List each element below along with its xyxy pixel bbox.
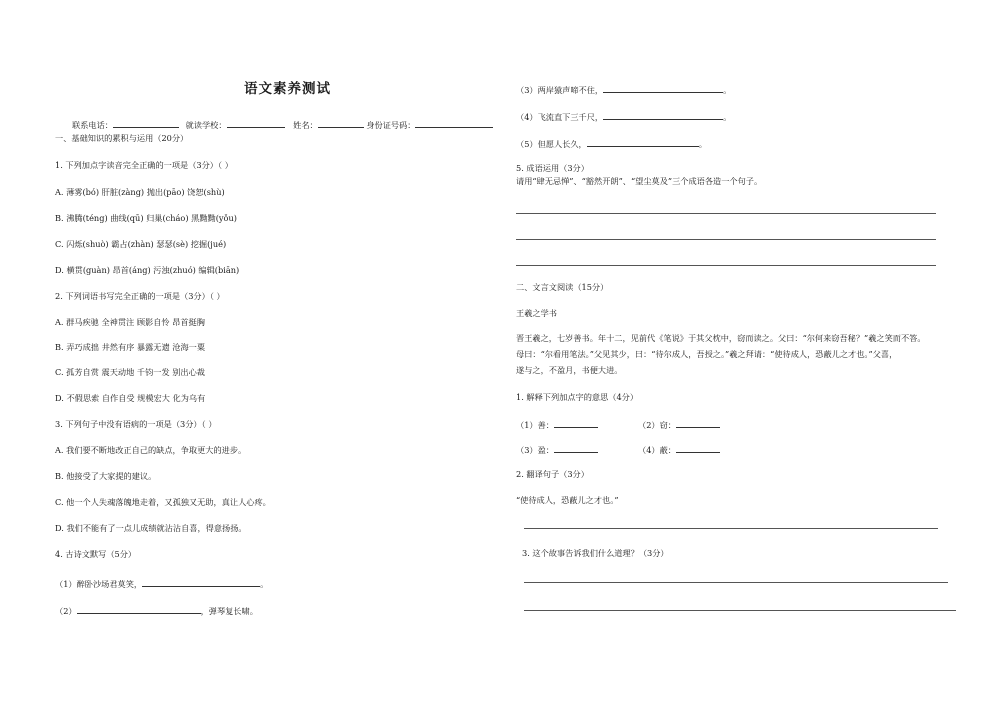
s2-q1-item-4-label: （4）蔽：: [638, 445, 676, 455]
school-label: 就读学校：: [185, 120, 227, 130]
q3-stem: 3. 下列句子中没有语病的一项是（3分）（ ）: [55, 419, 217, 429]
q4-item-2-blank[interactable]: [77, 604, 201, 614]
q4-item-4-end: 。: [723, 112, 732, 122]
passage-line-3: 遂与之，不盈月，书便大进。: [516, 365, 623, 375]
q3-option-d[interactable]: D. 我们不能有了一点儿成绩就沾沾自喜，得意扬扬。: [55, 523, 247, 533]
s2-q1-item-4-blank[interactable]: [676, 443, 720, 453]
id-blank[interactable]: [415, 118, 493, 128]
q4-item-5-label: （5）但愿人长久，: [516, 139, 587, 149]
page-title: 语文素养测试: [244, 81, 331, 97]
q4-item-1-end: 。: [260, 579, 269, 589]
q4-item-3: [516, 83, 731, 96]
s2-q3-stem: 3. 这个故事告诉我们什么道理？（3分）: [522, 548, 669, 558]
name-blank[interactable]: [318, 118, 364, 128]
s2-q2-stem: 2. 翻译句子（3分）: [516, 469, 589, 479]
s2-q3-answer-line-1[interactable]: [524, 582, 948, 583]
q4-item-5-end: 。: [698, 139, 707, 149]
q4-item-4: [516, 110, 731, 123]
q4-item-1: [55, 577, 268, 590]
phone-blank[interactable]: [113, 118, 179, 128]
q1-option-d[interactable]: D. 横贯(guàn) 昂首(áng) 污浊(zhuó) 编辑(biān): [55, 265, 240, 275]
s2-q1-item-3-label: （3）盈：: [516, 445, 554, 455]
q1-stem: 1. 下列加点字读音完全正确的一项是（3分）（ ）: [55, 160, 233, 170]
q4-item-2: [55, 604, 258, 617]
section2-heading: 二、文言文阅读（15分）: [516, 282, 609, 292]
q5-answer-line-3[interactable]: [516, 265, 936, 266]
s2-q2-sentence: “使待成人，恐蔽儿之才也。”: [516, 495, 619, 505]
q4-item-1-blank[interactable]: [142, 577, 260, 587]
q3-option-b[interactable]: B. 他接受了大家提的建议。: [55, 471, 157, 481]
passage-title: 王羲之学书: [516, 308, 557, 318]
q2-option-a[interactable]: A. 群马疾驰 全神贯注 顾影自怜 昂首挺胸: [55, 317, 205, 327]
q4-item-3-label: （3）两岸猿声啼不住，: [516, 85, 604, 95]
q4-item-2-label: （2）: [55, 606, 77, 616]
header-fields: [72, 118, 493, 131]
q4-item-4-label: （4）飞流直下三千尺，: [516, 112, 604, 122]
phone-label: 联系电话：: [72, 120, 113, 130]
s2-q2-answer-line[interactable]: [524, 528, 938, 529]
passage-line-2: 母曰：“尔看用笔法。”父见其少，曰：“待尔成人，吾授之。”羲之拜请：“使待成人，恐蔽儿之才也。”父喜，: [516, 349, 898, 359]
q2-option-b[interactable]: B. 弄巧成拙 井然有序 暴露无遗 沧海一粟: [55, 342, 206, 352]
q4-item-5-blank[interactable]: [587, 137, 699, 147]
section1-heading: 一、基础知识的累积与运用（20分）: [55, 133, 189, 143]
q4-item-3-end: 。: [723, 85, 732, 95]
s2-q1-item-4: [638, 443, 720, 456]
q2-option-d[interactable]: D. 不假思索 自作自受 规模宏大 化为乌有: [55, 393, 206, 403]
s2-q1-item-3-blank[interactable]: [554, 443, 598, 453]
s2-q1-item-3: [516, 443, 598, 456]
q4-stem: 4. 古诗文默写（5分）: [55, 549, 137, 559]
q5-answer-line-2[interactable]: [516, 239, 936, 240]
s2-q1-stem: 1. 解释下列加点字的意思（4分）: [516, 392, 639, 402]
s2-q1-item-1-label: （1）善：: [516, 420, 554, 430]
q4-item-4-blank[interactable]: [603, 110, 723, 120]
q5-answer-line-1[interactable]: [516, 213, 936, 214]
s2-q1-item-1-blank[interactable]: [554, 418, 598, 428]
q4-item-3-blank[interactable]: [603, 83, 723, 93]
school-blank[interactable]: [227, 118, 285, 128]
q1-option-c[interactable]: C. 闪烁(shuò) 霸占(zhàn) 瑟瑟(sè) 挖掘(jué): [55, 239, 227, 249]
q2-stem: 2. 下列词语书写完全正确的一项是（3分）（ ）: [55, 291, 225, 301]
passage-line-1: 晋王羲之，七岁善书。年十二，见前代《笔说》于其父枕中，窃而读之。父曰：“尔何来窃吾秘？”羲之笑而不答。: [516, 333, 926, 343]
s2-q1-item-2-blank[interactable]: [676, 418, 720, 428]
s2-q3-answer-line-2[interactable]: [524, 610, 956, 611]
s2-q1-item-2-label: （2）窃：: [638, 420, 676, 430]
s2-q1-item-2: [638, 418, 720, 431]
q4-item-2-end: ，弹琴复长啸。: [200, 606, 258, 616]
name-label: 姓名：: [293, 120, 318, 130]
q5-prompt: 请用“肆无忌惮”、“豁然开朗”、“望尘莫及”三个成语各造一个句子。: [516, 176, 763, 186]
s2-q1-item-1: [516, 418, 598, 431]
q1-option-a[interactable]: A. 薄雾(bó) 肝脏(zàng) 抛出(pāo) 饶恕(shù): [55, 187, 225, 197]
q3-option-c[interactable]: C. 他一个人失魂落魄地走着，又孤独又无助，真让人心疼。: [55, 497, 271, 507]
q4-item-1-label: （1）醉卧沙场君莫笑，: [55, 579, 143, 589]
q3-option-a[interactable]: A. 我们要不断地改正自己的缺点，争取更大的进步。: [55, 445, 247, 455]
q1-option-b[interactable]: B. 沸腾(téng) 曲线(qū) 归巢(cháo) 黑黝黝(yǒu): [55, 213, 237, 223]
q2-option-c[interactable]: C. 孤芳自赏 震天动地 千钧一发 别出心裁: [55, 367, 205, 377]
q5-stem: 5. 成语运用（3分）: [516, 163, 589, 173]
q4-item-5: [516, 137, 707, 150]
id-label: 身份证号码：: [366, 120, 416, 130]
